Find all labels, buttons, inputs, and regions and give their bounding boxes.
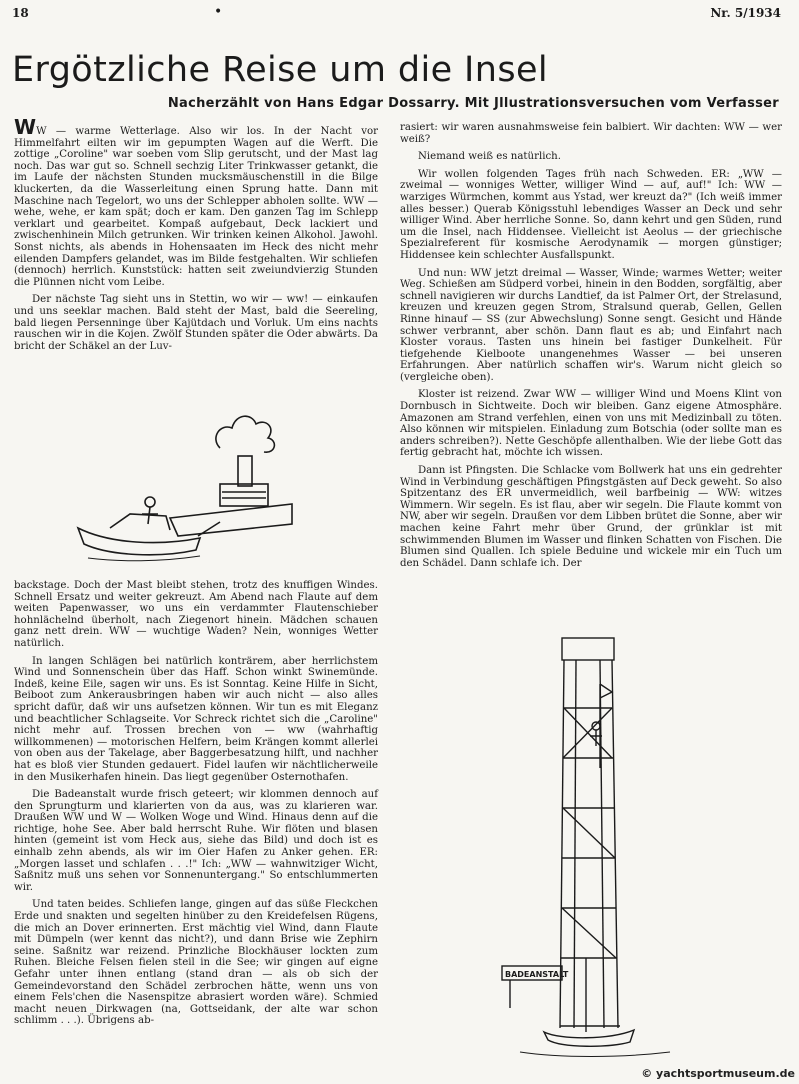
paragraph: Kloster ist reizend. Zwar WW — williger Wind und Moens Klint von Dornbusch in Sichtweite. Doch wir bleiben. Ganz eigene Atmosphäre. Amazonen am Strand verfehlen, einen von uns mit Medizinball zu töten. Also können wir mitspielen. Einladung zum Botschia (oder sollte man es anders schreiben?). Nette Geschöpfe allenthalben. Wie der liebe Gott das fertig gebracht hat, möchte ich wissen. (400, 389, 782, 459)
dampfer-hull (170, 504, 292, 536)
paragraph: Wir wollen folgenden Tages früh nach Schweden. ER: „WW — zweimal — wonniges Wetter, williger Wind — auf, auf!" Ich: WW — warziges Würmchen, kommt aus Ystad, wer kreuzt da?" (Ich weiß immer alles besser.) Querab Königsstuhl lebendiges Wasser an Deck und sehr williger Wind. Aber herrliche Sonne. So, dann kehrt und gen Süden, rund um die Insel, nach Hiddensee. Vielleicht ist Aeolus — der griechische Spezialreferent für kosmische Aerodynamik — morgen günstiger; Hiddensee kein schlechter Ausfallspunkt. (400, 168, 782, 261)
paragraph: Und nun: WW jetzt dreimal — Wasser, Winde; warmes Wetter; weiter Weg. Schießen am Südperd vorbei, hinein in den Bodden, sorgfältig, aber schnell navigieren wir durchs Landtief, da ist Palmer Ort, der Strelasund, kreuzen und kreuzen gegen Strom, Stralsund querab, Gellen, Gellen Rinne hinauf — SS (zur Abwechslung) Sonne sengt. Gesicht und Hände schwer verbrannt, aber schön. Dann flaut es ab; und Einfahrt nach Kloster voraus. Tasten uns hinein bei fastiger Dunkelheit. Für tiefgehende Kielboote unangenehmes Wasser — bei unseren Erfahrungen. Aber natürlich schaffen wir's. Warum nicht gleich so (vergleiche oben). (400, 267, 782, 383)
figure-on-tower (592, 722, 600, 730)
boat-towing-illustration (70, 368, 300, 568)
paragraph: Dann ist Pfingsten. Die Schlacke vom Bollwerk hat uns ein gedrehter Wind in Verbindung geschäftigen Pfingstgästen auf Deck geweht. So also Spitzentanz des ER unvermeidlich, weil barfbeinig — WW: witzes Wimmern. Wir segeln. Es ist flau, aber wir segeln. Die Flaute kommt von NW, aber wir segeln. Draußen vor dem Libben brütet die Sonne, aber wir machen keine Fahrt mehr über Grund, der grünklar ist mit schwimmenden Blumen im Wasser und flinken Schatten von Fischen. Die Blumen sind Quallen. Ich spiele Beduine und wickele mir ein Tuch um den Schädel. Dann schlafe ich. Der (400, 465, 782, 569)
header-bullet: • (214, 4, 223, 20)
diving-tower-illustration (500, 628, 680, 1068)
paragraph: Die Badeanstalt wurde frisch geteert; wir klommen dennoch auf den Sprungturm und klarierten von da aus, was zu klarieren war. Draußen WW und W — Wolken Woge und Wind. Hinaus denn auf die richtige, hohe See. Aber bald herrscht Ruhe. Wir flöten und blasen hinten (gemeint ist vom Heck aus, siehe das Bild) und doch ist es einhalb zehn abends, als wir im Oier Hafen zu Anker gehen. ER: „Morgen lasset und schlafen . . .!" Ich: „WW — wahnwitziger Wicht, Saßnitz muß uns sehen vor Sonnenuntergang." So entschlummerten wir. (14, 789, 378, 893)
figure-head (145, 497, 155, 507)
issue-number: Nr. 5/1934 (710, 6, 781, 20)
yacht-hull (544, 1030, 634, 1046)
paragraph: rasiert: wir waren ausnahmsweise fein balbiert. Wir dachten: WW — wer weiß? (400, 122, 782, 145)
paragraph: WW — warme Wetterlage. Also wir los. In der Nacht vor Himmelfahrt eilten wir im gepumpten Wagen auf die Werft. Die zottige „Coroline" war soeben vom Slip gerutscht, und der Mast lag noch. Das war gut so. Schnell sechzig Liter Trinkwasser getankt, die im Laufe der nächsten Stunden mucksmäuschenstill in die Bilge kluckerten, da die Wasserleitung einen Sprung hatte. Dann mit Maschine nach Tegelort, wo uns der Schlepper abholen sollte. WW — wehe, wehe, er kam spät; doch er kam. Den ganzen Tag im Schlepp verklart und gearbeitet. Kompaß aufgebaut, Deck lackiert und zwischenhinein Milch getrunken. Wir trinken keinen Alkohol. Jawohl. Sonst nichts, als abends in Hohensaaten im Heck des nicht mehr eilenden Dampfers gelandet, was im Bilde festgehalten. Wir schliefen (dennoch) herrlich. Kunststück: hatten seit zweiundvierzig Stunden die Plünnen nicht vom Leibe. (14, 115, 378, 288)
column-left-top (14, 115, 378, 358)
sailboat-deck (110, 514, 170, 530)
article-subtitle: Nacherzählt von Hans Edgar Dossarry. Mit Jllustrationsversuchen vom Verfasser (167, 96, 779, 111)
tower-top-frame (562, 638, 614, 660)
dampfer-chimney (238, 456, 252, 486)
paragraph: Und taten beides. Schliefen lange, gingen auf das süße Fleckchen Erde und snakten und segelten hinüber zu den Kreidefelsen Rügens, die mich an Dover erinnerten. Erst mächtig viel Wind, dann Flaute mit Dümpeln (wer kennt das nicht?), und dann Brise wie Zephirn seine. Saßnitz war reizend. Prinzliche Blockhäuser lockten zum Ruhen. Bleiche Felsen fielen steil in die See; wir gingen auf eigne Gefahr unter ihnen entlang (stand dran — als ob sich der Gemeindevorstand den Schädel zerbrochen hätte, wenn uns von einem Fels'chen die Nasenspitze abrasiert worden wäre). Schmied macht neuen Dirkwagen (na, Gottseidank, der alte war schon schlimm . . .). Übrigens ab- (14, 899, 378, 1027)
paragraph: Der nächste Tag sieht uns in Stettin, wo wir — ww! — einkaufen und uns seeklar machen. Bald steht der Mast, bald die Seereling, bald liegen Persenninge über Kajütdach und Vorluk. Um eins nachts rauschen wir in die Kojen. Zwölf Stunden später die Oder abwärts. Da bricht der Schäkel an der Luv- (14, 294, 378, 352)
tower-sign-label: BADEANSTALT (505, 970, 569, 979)
paragraph: In langen Schlägen bei natürlich konträrem, aber herrlichstem Wind und Sonnenschein über das Haff. Schon winkt Swinemünde. Indeß, keine Eile, sagen wir uns. Es ist Sonntag. Keine Hilfe in Sicht, Beiboot zum Ankerausbringen haben wir auch nicht — also alles spricht dafür, daß wir uns aufsetzen können. Wir tun es mit Eleganz und beachtlicher Schlagseite. Vor Schreck richtet sich die „Caroline" nicht mehr auf. Trossen brechen von — ww (wahrhaftig willkommenen) — motorischen Helfern, beim Krängen kommt allerlei von oben aus der Takelage, aber Baggerbesatzung hilft, und nachher hat es bloß vier Stunden gedauert. Fidel laufen wir nächtlicherweile in den Musikerhafen hinein. Das liegt gegenüber Osternothafen. (14, 655, 378, 783)
watermark: © yachtsportmuseum.de (641, 1067, 795, 1080)
paragraph: Niemand weiß es natürlich. (418, 151, 561, 163)
article-title: Ergötzliche Reise um die Insel (12, 50, 549, 90)
sailboat-hull (78, 528, 200, 555)
column-right-top (400, 122, 782, 575)
paragraph: backstage. Doch der Mast bleibt stehen, trotz des knuffigen Windes. Schnell Ersatz und weiter gekreuzt. Am Abend nach Flaute auf dem weiten Papenwasser, wo uns ein verdammter Flautenschieber hohnlächelnd überholt, nach Ziegenort hinein. Mädchen schauen ganz nett drein. WW — wuchtige Waden? Nein, wonniges Wetter natürlich. (14, 580, 378, 649)
page-number: 18 (12, 6, 29, 20)
column-left-bottom (14, 580, 378, 1033)
tow-line (198, 522, 220, 536)
smoke-swirl (216, 416, 274, 452)
dampfer-cabin (220, 484, 268, 506)
